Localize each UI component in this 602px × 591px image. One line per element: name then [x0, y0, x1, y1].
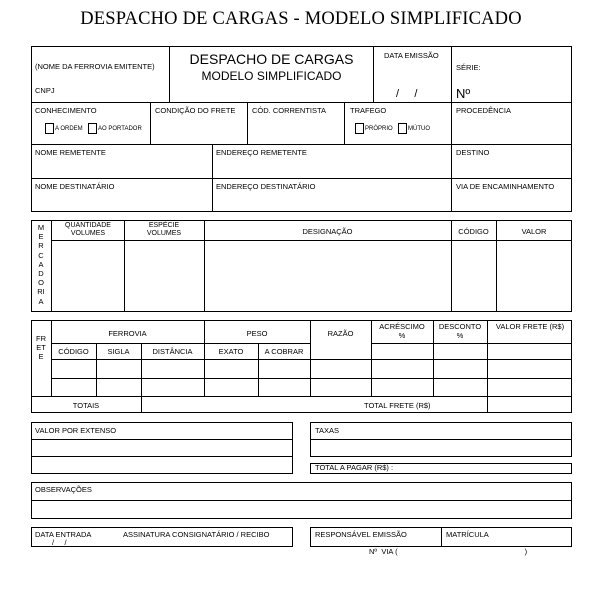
totais-label: TOTAIS: [72, 401, 100, 410]
frete-side-label: FRETE: [36, 334, 46, 362]
mercadoria-side-label: MERCADORIA: [37, 223, 45, 306]
assinatura-label: ASSINATURA CONSIGNATÁRIO / RECIBO: [123, 530, 270, 539]
cod-correntista-label: CÓD. CORRENTISTA: [252, 106, 327, 115]
observacoes-label: OBSERVAÇÕES: [35, 485, 92, 494]
a-ordem-label: A ORDEM: [55, 126, 83, 132]
total-a-pagar-label: TOTAL A PAGAR (R$) :: [315, 463, 394, 472]
ao-portador-checkbox[interactable]: [88, 123, 97, 134]
ferrovia-emitente-label: (NOME DA FERROVIA EMITENTE): [35, 62, 155, 71]
data-emissao-label: DATA EMISSÃO: [384, 51, 439, 60]
sigla-subheader: SIGLA: [107, 347, 130, 356]
procedencia-label: PROCEDÊNCIA: [456, 106, 512, 115]
conhecimento-label: CONHECIMENTO: [35, 106, 97, 115]
responsavel-label: RESPONSÁVEL EMISSÃO: [315, 530, 407, 539]
nome-destinatario-label: NOME DESTINATÁRIO: [35, 182, 115, 191]
acrescimo-header: ACRÉSCIMO %: [379, 322, 425, 340]
condicao-frete-label: CONDIÇÃO DO FRETE: [155, 106, 236, 115]
valor-header: VALOR: [521, 227, 547, 236]
proprio-label: PRÓPRIO: [365, 126, 393, 132]
cnpj-label: CNPJ: [35, 86, 55, 95]
distancia-subheader: DISTÂNCIA: [152, 347, 193, 356]
form-title-sub: MODELO SIMPLIFICADO: [201, 69, 342, 83]
desconto-header: DESCONTO %: [438, 322, 482, 340]
data-entrada-field: / /: [52, 538, 67, 547]
via-encaminhamento-label: VIA DE ENCAMINHAMENTO: [456, 182, 555, 191]
destino-label: DESTINO: [456, 148, 490, 157]
a-cobrar-subheader: A COBRAR: [264, 347, 304, 356]
page-title: DESPACHO DE CARGAS - MODELO SIMPLIFICADO: [80, 9, 522, 29]
mutuo-checkbox[interactable]: [398, 123, 407, 134]
serie-label: SÉRIE:: [456, 63, 481, 72]
data-emissao-field[interactable]: / /: [396, 88, 418, 100]
matricula-label: MATRÍCULA: [446, 530, 489, 539]
endereco-remetente-label: ENDEREÇO REMETENTE: [216, 148, 307, 157]
ao-portador-label: AO PORTADOR: [98, 126, 142, 132]
peso-header: PESO: [246, 329, 268, 338]
nome-remetente-label: NOME REMETENTE: [35, 148, 106, 157]
mutuo-label: MÚTUO: [408, 126, 430, 132]
total-frete-label: TOTAL FRETE (R$): [364, 401, 431, 410]
form-title-main: DESPACHO DE CARGAS: [189, 51, 354, 67]
numero-label: Nº: [456, 86, 471, 101]
exato-subheader: EXATO: [218, 347, 244, 356]
taxas-label: TAXAS: [315, 426, 340, 435]
ferrovia-header: FERROVIA: [108, 329, 147, 338]
valor-frete-header: VALOR FRETE (R$): [495, 322, 565, 331]
proprio-checkbox[interactable]: [355, 123, 364, 134]
via-label: Nº VIA ( ): [369, 547, 528, 556]
codigo-header: CÓDIGO: [458, 227, 489, 236]
valor-extenso-label: VALOR POR EXTENSO: [35, 426, 117, 435]
especie-volumes-header: ESPÉCIE VOLUMES: [146, 222, 182, 237]
a-ordem-checkbox[interactable]: [45, 123, 54, 134]
trafego-label: TRAFEGO: [350, 106, 387, 115]
codigo-subheader: CÓDIGO: [58, 347, 89, 356]
endereco-destinatario-label: ENDEREÇO DESTINATÁRIO: [216, 182, 316, 191]
designacao-header: DESIGNAÇÃO: [302, 227, 353, 236]
quantidade-volumes-header: QUANTIDADE VOLUMES: [65, 222, 111, 237]
data-entrada-label: DATA ENTRADA: [35, 530, 92, 539]
razao-header: RAZÃO: [327, 329, 354, 338]
